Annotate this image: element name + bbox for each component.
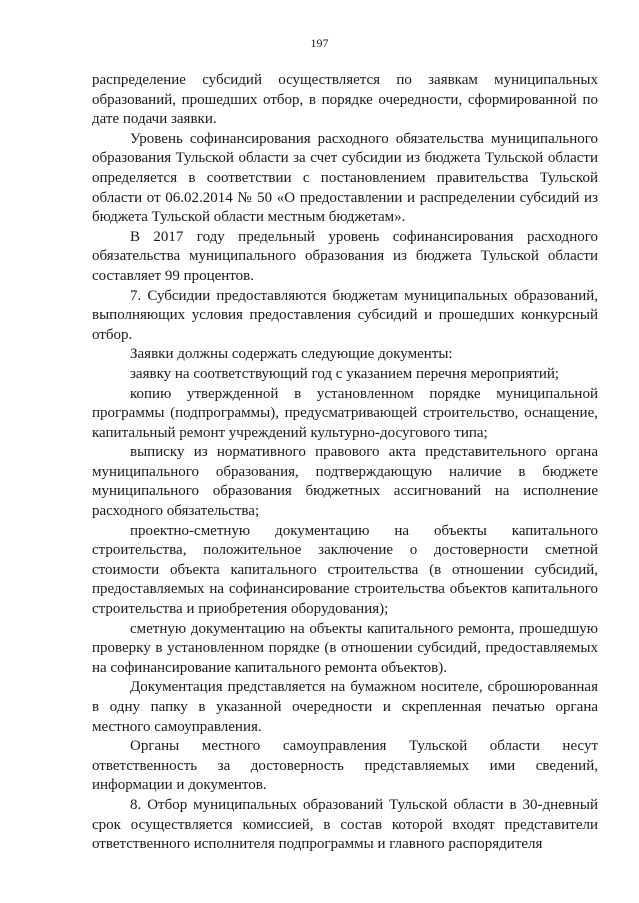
paragraph-10: сметную документацию на объекты капитального ремонта, прошедшую проверку в установленном порядке (в отношении субсидий, предоставляемых на софинансирование капитального ремонта объектов). [92, 620, 598, 676]
paragraph-8: выписку из нормативного правового акта представительного органа муниципального образования, подтверждающую наличие в бюджете муниципального образования бюджетных ассигнований на исполнение расходного обязательства; [92, 444, 598, 520]
paragraph-1: распределение субсидий осуществляется по заявкам муниципальных образований, прошедших отбор, в порядке очередности, сформированной по дате подачи заявки. [92, 72, 598, 128]
paragraph-7: копию утвержденной в установленном порядке муниципальной программы (подпрограммы), предусматривающей строительство, оснащение, капитальный ремонт учреждений культурно-досугового типа; [92, 385, 598, 441]
paragraph-6: заявку на соответствующий год с указанием перечня мероприятий; [130, 365, 560, 382]
paragraph-4: 7. Субсидии предоставляются бюджетам муниципальных образований, выполняющих условия предоставления субсидий и прошедших конкурсный отбор. [92, 287, 598, 343]
paragraph-5: Заявки должны содержать следующие документы: [130, 346, 453, 363]
page-number: 197 [310, 36, 329, 50]
paragraph-13: 8. Отбор муниципальных образований Тульской области в 30-дневный срок осуществляется комиссией, в состав которой входят представители ответственного исполнителя подпрограммы и главного распорядителя [92, 796, 598, 853]
paragraph-11: Документация представляется на бумажном носителе, сброшюрованная в одну папку в указанной очередности и скрепленная печатью органа местного самоуправления. [92, 679, 598, 735]
document-body [92, 71, 598, 855]
paragraph-3: В 2017 году предельный уровень софинансирования расходного обязательства муниципального образования из бюджета Тульской области составляет 99 процентов. [92, 228, 598, 284]
paragraph-12: Органы местного самоуправления Тульской области несут ответственность за достоверность представляемых ими сведений, информации и документов. [92, 738, 598, 794]
paragraph-2: Уровень софинансирования расходного обязательства муниципального образования Тульской области за счет субсидии из бюджета Тульской области определяется в соответствии с постановлением правительства Тульской области от 06.02.2014 № 50 «О предоставлении и распределении субсидий из бюджета Тульской области местным бюджетам». [92, 130, 598, 226]
paragraph-9: проектно-сметную документацию на объекты капитального строительства, положительное заключение о достоверности сметной стоимости объекта капитального строительства (в отношении субсидий, предоставляемых на софинансирование строительства объектов капитального строительства и приобретения оборудования); [92, 522, 598, 618]
